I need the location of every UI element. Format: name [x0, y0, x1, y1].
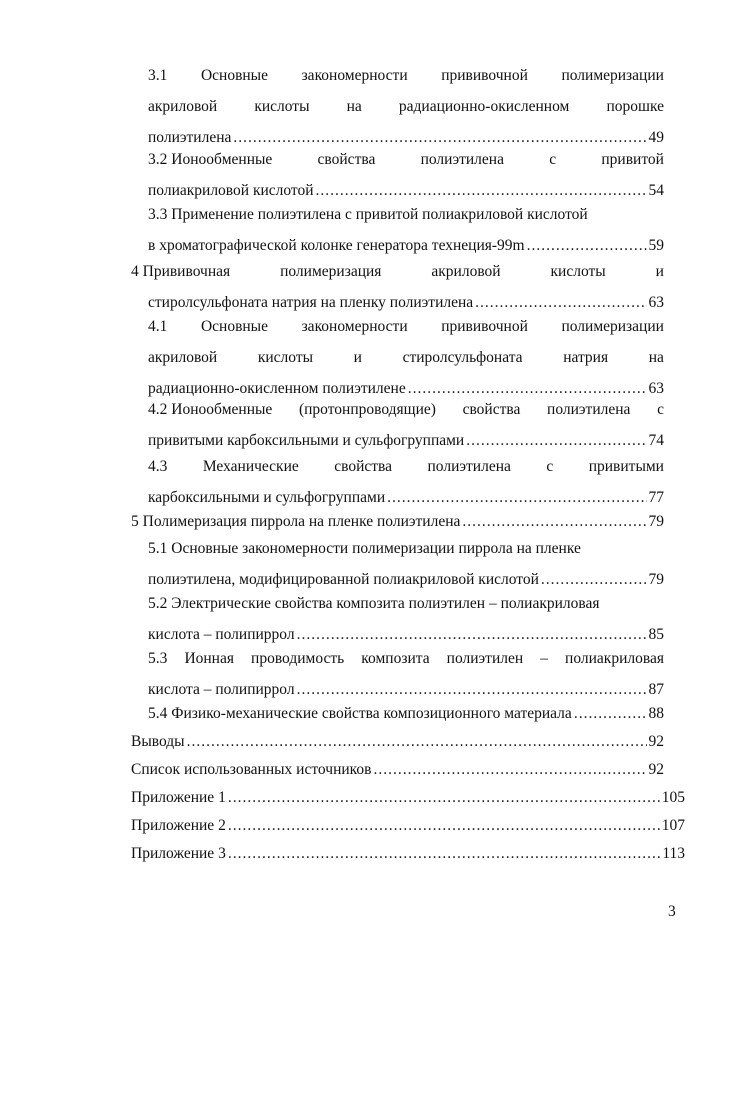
toc-line-leader: [131, 838, 685, 869]
toc-word: кислоты: [257, 349, 314, 366]
toc-title: в хроматографической колонке генератора технеция-99m: [148, 237, 525, 254]
toc-line: [148, 199, 664, 230]
toc-word: с: [657, 401, 664, 418]
toc-page-number: 63: [648, 380, 664, 397]
toc-title: привитыми карбоксильными и сульфогруппами: [148, 432, 465, 449]
dot-leader: [228, 782, 660, 813]
toc-word: свойства: [334, 458, 393, 475]
toc-word: акриловой: [148, 349, 218, 366]
toc-word: привитой: [601, 151, 664, 168]
dot-leader: [574, 698, 647, 729]
toc-word: 4.1: [148, 318, 168, 335]
toc-title: кислота – полипиррол: [148, 681, 295, 698]
toc-entry-4-2: [148, 394, 664, 456]
toc-word: 3.2 Ионообменные: [148, 151, 273, 168]
toc-word: –: [540, 650, 548, 667]
toc-word: закономерности: [301, 67, 408, 84]
toc-page-number: 107: [661, 817, 685, 834]
toc-title: Список использованных источников: [131, 761, 372, 778]
toc-word: полиэтилен: [446, 650, 524, 667]
toc-word: Основные: [200, 318, 268, 335]
toc-title: кислота – полипиррол: [148, 626, 295, 643]
toc-word: Основные: [200, 67, 268, 84]
toc-word: закономерности: [301, 318, 408, 335]
toc-page-number: 87: [648, 681, 664, 698]
toc-entry-3-3: [148, 199, 664, 261]
toc-line: [148, 342, 664, 373]
toc-line: [148, 588, 664, 619]
toc-entry-4-3: [148, 451, 664, 513]
toc-word: проводимость: [251, 650, 345, 667]
dot-leader: [373, 754, 646, 785]
toc-page-number: 49: [648, 129, 664, 146]
toc-word: полимеризации: [561, 67, 664, 84]
toc-page-number: 88: [648, 705, 664, 722]
toc-word: Механические: [202, 458, 299, 475]
toc-title: 5.1 Основные закономерности полимеризации пиррола на пленке: [148, 540, 581, 557]
toc-title: полиакриловой кислотой: [148, 182, 314, 199]
toc-title: полиэтилена: [148, 129, 232, 146]
toc-word: 3.1: [148, 67, 168, 84]
toc-page-number: 59: [648, 237, 664, 254]
toc-word: привитыми: [588, 458, 664, 475]
toc-title: Приложение 3: [131, 845, 226, 862]
toc-word: и: [353, 349, 362, 366]
toc-entry-4: [131, 256, 664, 318]
toc-word: радиационно-окисленном: [398, 98, 570, 115]
toc-word: (протонпроводящие): [298, 401, 436, 418]
toc-word: композита: [361, 650, 430, 667]
toc-entry-appendix-3: [131, 838, 685, 869]
toc-line: [148, 91, 664, 122]
toc-word: прививочной: [441, 318, 528, 335]
toc-page-number: 113: [662, 845, 685, 862]
toc-entry-conclusions: [131, 726, 664, 757]
toc-word: акриловой: [431, 263, 501, 280]
toc-line-leader: [131, 726, 664, 757]
toc-word: акриловой: [148, 98, 218, 115]
toc-page-number: 85: [648, 626, 664, 643]
toc-line: [148, 451, 664, 482]
toc-line: [131, 256, 664, 287]
toc-entry-3-1: [148, 60, 664, 153]
toc-entry-5-4: [148, 698, 664, 729]
dot-leader: [228, 838, 660, 869]
toc-page-number: 77: [648, 489, 664, 506]
toc-word: с: [549, 151, 557, 168]
toc-word: полиэтилена: [547, 401, 631, 418]
toc-entry-5-3: [148, 643, 664, 705]
toc-entry-4-1: [148, 311, 664, 404]
toc-line: [148, 144, 664, 175]
toc-entry-5-1: [148, 533, 664, 595]
toc-title: Выводы: [131, 733, 185, 750]
toc-word: на: [648, 349, 664, 366]
toc-title: Приложение 2: [131, 817, 226, 834]
toc-entry-appendix-1: [131, 782, 685, 813]
toc-page-number: 105: [661, 789, 685, 806]
toc-line-leader: [131, 754, 664, 785]
toc-line: [148, 311, 664, 342]
toc-page-number: 74: [648, 432, 664, 449]
toc-page-number: 54: [648, 182, 664, 199]
toc-word: на: [346, 98, 362, 115]
toc-line-leader: [148, 698, 664, 729]
toc-word: кислоты: [550, 263, 606, 280]
toc-line-leader: [131, 810, 685, 841]
toc-word: свойства: [317, 151, 376, 168]
toc-entry-5-2: [148, 588, 664, 650]
dot-leader: [187, 726, 647, 757]
toc-page-number: 79: [648, 513, 664, 530]
toc-word: с: [546, 458, 554, 475]
toc-title: карбоксильными и сульфогруппами: [148, 489, 386, 506]
toc-entry-references: [131, 754, 664, 785]
toc-word: 4.3: [148, 458, 168, 475]
toc-line: [148, 533, 664, 564]
toc-word: Ионная: [184, 650, 234, 667]
toc-word: полимеризация: [280, 263, 382, 280]
toc-word: 4.2 Ионообменные: [148, 401, 273, 418]
toc-word: стиролсульфоната: [402, 349, 523, 366]
toc-line-leader: [131, 782, 685, 813]
toc-entry-appendix-2: [131, 810, 685, 841]
toc-title: Приложение 1: [131, 789, 226, 806]
toc-title: 5 Полимеризация пиррола на пленке полиэтилена: [131, 513, 461, 530]
toc-page-number: 92: [648, 733, 664, 750]
toc-word: прививочной: [441, 67, 528, 84]
toc-entry-3-2: [148, 144, 664, 206]
toc-word: полимеризации: [561, 318, 664, 335]
toc-word: полиэтилена: [427, 458, 511, 475]
toc-title: полиэтилена, модифицированной полиакриловой кислотой: [148, 571, 539, 588]
toc-word: 4 Прививочная: [131, 263, 231, 280]
toc-word: 5.3: [148, 650, 168, 667]
dot-leader: [228, 810, 660, 841]
toc-word: и: [655, 263, 664, 280]
toc-word: полиэтилена: [420, 151, 504, 168]
toc-line: [148, 60, 664, 91]
toc-title: стиролсульфоната натрия на пленку полиэтилена: [148, 294, 474, 311]
toc-word: полиакриловая: [565, 650, 664, 667]
page-number: 3: [668, 903, 676, 920]
toc-line: [148, 394, 664, 425]
toc-line: [148, 643, 664, 674]
toc-page-number: 63: [648, 294, 664, 311]
toc-page-number: 92: [648, 761, 664, 778]
toc-word: порошке: [606, 98, 664, 115]
toc-title: радиационно-окисленном полиэтилене: [148, 380, 406, 397]
toc-word: кислоты: [254, 98, 310, 115]
toc-title: 5.2 Электрические свойства композита полиэтилен – полиакриловая: [148, 595, 600, 612]
toc-word: натрия: [563, 349, 609, 366]
toc-title: 3.3 Применение полиэтилена с привитой полиакриловой кислотой: [148, 206, 588, 223]
toc-word: свойства: [462, 401, 521, 418]
toc-page-number: 79: [648, 571, 664, 588]
toc-title: 5.4 Физико-механические свойства композиционного материала: [148, 705, 572, 722]
